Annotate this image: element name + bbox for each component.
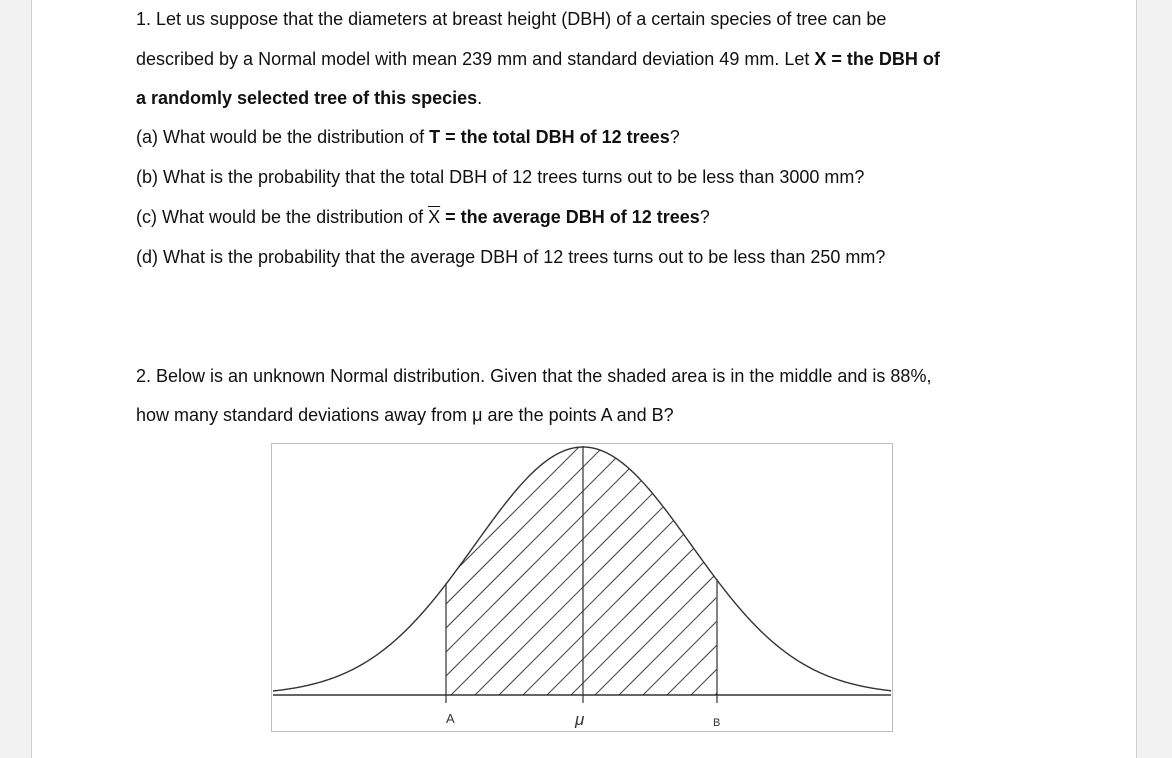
label-a: A: [446, 711, 455, 726]
label-b: B: [713, 717, 721, 729]
q1-line3-period: .: [477, 88, 483, 108]
q1-line2-text: described by a Normal model with mean 239 mm and standard deviation 49 mm. Let: [136, 49, 815, 69]
q1-xbar-symbol: $\overline{X}$: [428, 207, 441, 227]
q1-part-b: (b) What is the probability that the total DBH of 12 trees turns out to be less than 3000 mm?: [136, 167, 865, 187]
normal-distribution-figure: [271, 443, 893, 732]
q1-line2: [136, 49, 940, 70]
q1-xbar-definition: = the average DBH of 12 trees: [440, 207, 700, 227]
q2-line1: 2. Below is an unknown Normal distribution. Given that the shaded area is in the middle and is 88%,: [136, 366, 932, 386]
q1-x-definition: X = the DBH of: [814, 49, 940, 69]
q1-line1: 1. Let us suppose that the diameters at breast height (DBH) of a certain species of tree can be: [136, 9, 887, 29]
q1-part-c-qmark: ?: [699, 207, 710, 227]
q1-line3: [136, 88, 482, 109]
q1-x-definition-cont: a randomly selected tree of this species: [136, 88, 478, 108]
q1-part-c-text: (c) What would be the distribution of: [136, 207, 429, 227]
q1-part-c: [136, 207, 710, 228]
q1-part-a-qmark: ?: [669, 127, 680, 147]
normal-curve-svg: [271, 443, 893, 732]
q1-part-a: [136, 127, 680, 148]
q2-line2: how many standard deviations away from μ are the points A and B?: [136, 405, 674, 425]
q1-part-a-text: (a) What would be the distribution of: [136, 127, 430, 147]
q1-part-d: (d) What is the probability that the average DBH of 12 trees turns out to be less than 250 mm?: [136, 247, 886, 267]
label-mu: μ: [575, 710, 585, 729]
q1-t-definition: T = the total DBH of 12 trees: [429, 127, 670, 147]
